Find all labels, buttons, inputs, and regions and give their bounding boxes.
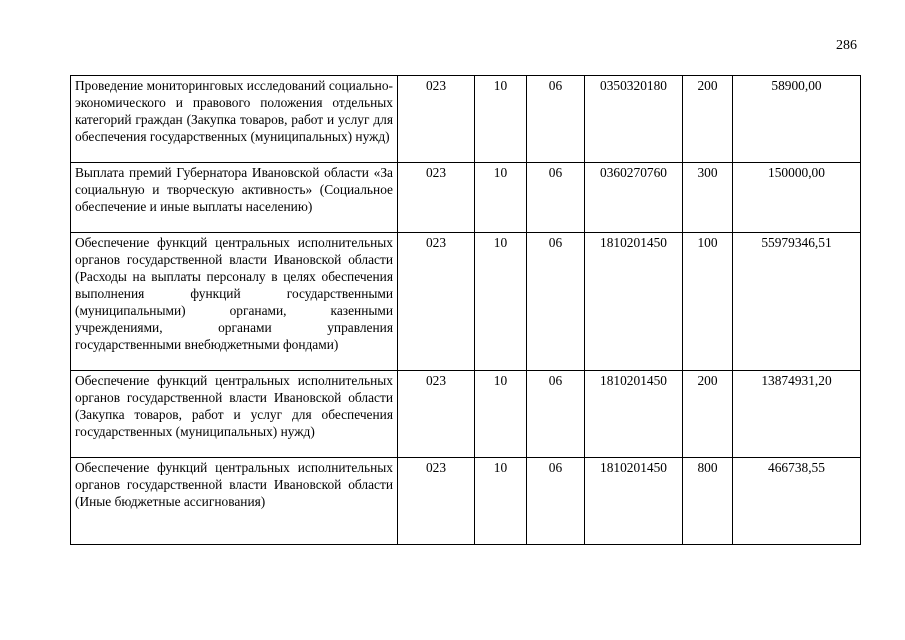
row-target-article: 1810201450 [585, 371, 683, 458]
row-description: Выплата премий Губернатора Ивановской области «За социальную и творческую активность» (Социальное обеспечение и иные выплаты населению) [71, 163, 398, 233]
table-row [71, 76, 861, 163]
budget-table [70, 75, 861, 545]
row-ministry-code: 023 [398, 233, 475, 371]
row-description: Обеспечение функций центральных исполнительных органов государственной власти Ивановской области (Закупка товаров, работ и услуг для обеспечения государственных (муниципальных) нужд) [71, 371, 398, 458]
row-expense-type: 200 [683, 76, 733, 163]
row-amount: 150000,00 [733, 163, 861, 233]
row-description: Обеспечение функций центральных исполнительных органов государственной власти Ивановской области (Расходы на выплаты персоналу в целях обеспечения выполнения функций государственными (муниципальными) органами, казенными учреждениями, органами управления государственными внебюджетными фондами) [71, 233, 398, 371]
row-amount: 58900,00 [733, 76, 861, 163]
row-expense-type: 800 [683, 458, 733, 545]
row-description: Обеспечение функций центральных исполнительных органов государственной власти Ивановской области (Иные бюджетные ассигнования) [71, 458, 398, 545]
row-subsection-code: 06 [527, 233, 585, 371]
row-subsection-code: 06 [527, 76, 585, 163]
table-row [71, 458, 861, 545]
row-ministry-code: 023 [398, 458, 475, 545]
row-section-code: 10 [475, 458, 527, 545]
row-target-article: 0360270760 [585, 163, 683, 233]
row-target-article: 0350320180 [585, 76, 683, 163]
row-amount: 55979346,51 [733, 233, 861, 371]
row-ministry-code: 023 [398, 76, 475, 163]
table-row [71, 233, 861, 371]
row-expense-type: 100 [683, 233, 733, 371]
row-target-article: 1810201450 [585, 458, 683, 545]
row-expense-type: 200 [683, 371, 733, 458]
row-section-code: 10 [475, 163, 527, 233]
row-section-code: 10 [475, 76, 527, 163]
row-subsection-code: 06 [527, 163, 585, 233]
row-ministry-code: 023 [398, 163, 475, 233]
row-target-article: 1810201450 [585, 233, 683, 371]
row-description: Проведение мониторинговых исследований социально-экономического и правового положения отдельных категорий граждан (Закупка товаров, работ и услуг для обеспечения государственных (муниципальных) нужд) [71, 76, 398, 163]
row-amount: 466738,55 [733, 458, 861, 545]
row-amount: 13874931,20 [733, 371, 861, 458]
row-subsection-code: 06 [527, 458, 585, 545]
row-section-code: 10 [475, 233, 527, 371]
page-number: 286 [836, 38, 857, 53]
row-ministry-code: 023 [398, 371, 475, 458]
row-section-code: 10 [475, 371, 527, 458]
table-row [71, 371, 861, 458]
row-expense-type: 300 [683, 163, 733, 233]
row-subsection-code: 06 [527, 371, 585, 458]
table-row [71, 163, 861, 233]
